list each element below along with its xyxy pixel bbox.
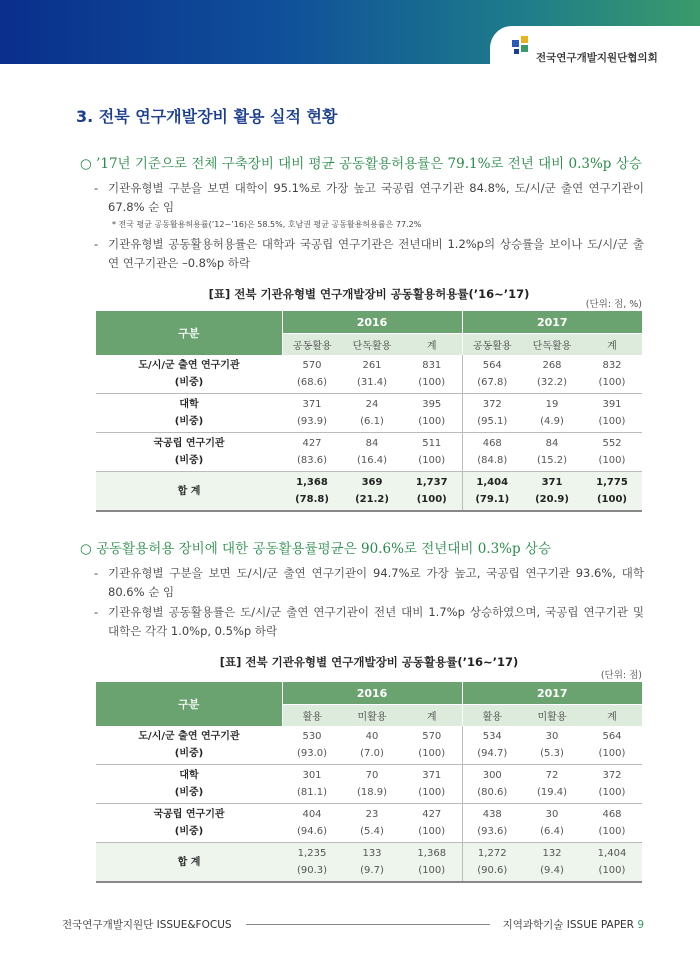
table-cell — [402, 804, 462, 843]
sub-header: 활용 — [462, 705, 522, 727]
table-cell — [582, 804, 642, 843]
cell-share: (100) — [418, 455, 446, 466]
dash-item — [94, 179, 644, 217]
cell-value: 438 — [482, 809, 502, 820]
table-cell — [522, 765, 582, 804]
cell-share: (6.1) — [360, 416, 384, 427]
cell-share: (19.4) — [536, 787, 568, 798]
table-cell — [522, 804, 582, 843]
table-cell — [342, 355, 402, 394]
cell-share: (100) — [598, 865, 626, 876]
row-label-sub: (비중) — [174, 416, 204, 427]
sub-header: 계 — [582, 334, 642, 356]
dash-item — [94, 564, 644, 602]
row-label-main: 도/시/군 출연 연구기관 — [138, 731, 240, 742]
cell-share: (100) — [598, 377, 626, 388]
cell-share: (15.2) — [536, 455, 568, 466]
cell-share: (9.7) — [360, 865, 384, 876]
table-cell — [582, 355, 642, 394]
cell-share: (94.6) — [296, 826, 328, 837]
table-row — [96, 804, 642, 843]
total-cell — [582, 843, 642, 883]
sub-header: 계 — [402, 705, 462, 727]
total-row — [96, 843, 642, 883]
cell-value: 133 — [362, 848, 382, 859]
bullet-2 — [80, 537, 551, 557]
cell-value: 1,737 — [415, 477, 448, 488]
cell-value: 427 — [422, 809, 442, 820]
bullet-text: 공동활용허용 장비에 대한 공동활용률평균은 90.6%로 전년대비 0.3%p 상승 — [96, 541, 552, 557]
cell-share: (68.6) — [296, 377, 328, 388]
cell-value: 372 — [602, 770, 622, 781]
cell-share: (100) — [416, 494, 447, 505]
row-label-main: 대학 — [179, 399, 199, 410]
logo-icon — [510, 34, 532, 56]
cell-value: 72 — [545, 770, 559, 781]
dash-item — [94, 603, 644, 641]
cell-value: 30 — [545, 809, 559, 820]
table-body — [96, 355, 642, 511]
dash-mark: - — [94, 605, 99, 619]
cell-share: (18.9) — [356, 787, 388, 798]
dash-text: 기관유형별 공동활용허용률은 대학과 국공립 연구기관은 전년대비 1.2%p의 상승률을 보이나 도/시/군 출연 연구기관은 –0.8%p 하락 — [108, 237, 644, 270]
row-label-main: 국공립 연구기관 — [153, 809, 225, 820]
table-cell — [462, 433, 522, 472]
table-cell — [582, 726, 642, 765]
cell-share: (80.6) — [477, 787, 508, 798]
cell-share: (9.4) — [540, 865, 564, 876]
year-header: 2016 — [282, 311, 462, 334]
sub-header: 단독활용 — [342, 334, 402, 356]
total-cell — [282, 472, 342, 512]
cell-share: (100) — [598, 416, 626, 427]
cell-share: (83.6) — [296, 455, 328, 466]
cell-value: 427 — [302, 438, 322, 449]
total-label: 합 계 — [96, 843, 282, 883]
bullet-text: ’17년 기준으로 전체 구축장비 대비 평균 공동활용허용률은 79.1%로 전년 대비 0.3%p 상승 — [96, 156, 642, 172]
year-header: 2016 — [282, 682, 462, 705]
cell-value: 70 — [365, 770, 379, 781]
cell-value: 84 — [365, 438, 379, 449]
row-label — [96, 765, 282, 804]
dash-text: 기관유형별 공동활용률은 도/시/군 출연 연구기관이 전년 대비 1.7%p 상승하였으며, 국공립 연구기관 및 대학은 각각 1.0%p, 0.5%p 하락 — [108, 605, 644, 638]
total-cell — [462, 843, 522, 883]
table-cell — [402, 433, 462, 472]
bullet-1 — [80, 152, 642, 172]
cell-share: (100) — [598, 748, 626, 759]
table-row — [96, 765, 642, 804]
cell-value: 40 — [365, 731, 379, 742]
cell-value: 1,368 — [296, 477, 328, 488]
cell-share: (100) — [598, 826, 626, 837]
cell-share: (4.9) — [540, 416, 564, 427]
table-caption: [표] 전북 기관유형별 연구개발장비 공동활용률(’16~’17) — [219, 655, 519, 669]
cell-share: (7.0) — [360, 748, 384, 759]
cell-value: 261 — [362, 360, 382, 371]
cell-value: 19 — [545, 399, 559, 410]
cell-value: 1,404 — [597, 848, 627, 859]
cell-value: 1,235 — [297, 848, 327, 859]
row-label — [96, 726, 282, 765]
cell-share: (5.3) — [540, 748, 564, 759]
cell-share: (95.1) — [477, 416, 508, 427]
row-label-main: 국공립 연구기관 — [153, 438, 225, 449]
table-cell — [342, 726, 402, 765]
table-cell — [282, 433, 342, 472]
cell-share: (67.8) — [477, 377, 508, 388]
table-body — [96, 726, 642, 882]
bullet-mark: ○ — [80, 156, 92, 172]
total-cell — [342, 472, 402, 512]
cell-value: 371 — [541, 477, 563, 488]
cell-share: (16.4) — [356, 455, 388, 466]
table-cell — [522, 355, 582, 394]
cell-value: 468 — [482, 438, 502, 449]
cell-value: 564 — [482, 360, 502, 371]
cell-value: 371 — [422, 770, 442, 781]
footer-left: 전국연구개발지원단 ISSUE&FOCUS — [62, 919, 232, 931]
cell-share: (79.1) — [475, 494, 510, 505]
row-label — [96, 394, 282, 433]
cell-share: (5.4) — [360, 826, 384, 837]
table-cell — [402, 394, 462, 433]
cell-share: (6.4) — [540, 826, 564, 837]
footer-divider — [246, 924, 490, 925]
table-cell — [342, 394, 402, 433]
table-cell — [462, 765, 522, 804]
sub-header: 미활용 — [522, 705, 582, 727]
table-row — [96, 355, 642, 394]
cell-value: 395 — [422, 399, 442, 410]
cell-value: 534 — [482, 731, 502, 742]
total-label: 합 계 — [96, 472, 282, 512]
cell-value: 268 — [542, 360, 562, 371]
sub-header: 활용 — [282, 705, 342, 727]
cell-share: (100) — [418, 377, 446, 388]
table-cell — [582, 394, 642, 433]
total-row — [96, 472, 642, 512]
table-cell — [342, 433, 402, 472]
dash-item — [94, 235, 644, 273]
table-cell — [402, 765, 462, 804]
total-cell — [402, 843, 462, 883]
sub-header: 계 — [582, 705, 642, 727]
table-unit: (단위: 점) — [600, 670, 642, 681]
cell-value: 23 — [365, 809, 379, 820]
cell-value: 132 — [542, 848, 562, 859]
cell-share: (100) — [418, 865, 446, 876]
table-row — [96, 394, 642, 433]
year-header: 2017 — [462, 311, 642, 334]
row-label-sub: (비중) — [174, 377, 204, 388]
cell-value: 371 — [302, 399, 322, 410]
cell-share: (90.3) — [296, 865, 328, 876]
cell-share: (20.9) — [535, 494, 569, 505]
cell-value: 468 — [602, 809, 622, 820]
cell-value: 404 — [302, 809, 322, 820]
cell-share: (84.8) — [477, 455, 508, 466]
table-cell — [402, 726, 462, 765]
table-cell — [282, 765, 342, 804]
data-table-1 — [96, 311, 642, 512]
cell-share: (100) — [598, 787, 626, 798]
bullet-mark: ○ — [80, 541, 92, 557]
cell-share: (100) — [418, 826, 446, 837]
row-label — [96, 355, 282, 394]
table-cell — [462, 355, 522, 394]
column-header: 구분 — [96, 311, 282, 355]
table-cell — [402, 355, 462, 394]
cell-value: 372 — [482, 399, 502, 410]
cell-value: 1,404 — [476, 477, 509, 488]
row-label-main: 대학 — [179, 770, 199, 781]
table-cell — [462, 804, 522, 843]
cell-share: (31.4) — [356, 377, 388, 388]
cell-value: 831 — [422, 360, 442, 371]
cell-value: 511 — [422, 438, 442, 449]
row-label-sub: (비중) — [174, 748, 204, 759]
table-cell — [582, 433, 642, 472]
footer-title: 지역과학기술 ISSUE PAPER — [502, 919, 634, 931]
cell-value: 832 — [602, 360, 622, 371]
table-caption: [표] 전북 기관유형별 연구개발장비 공동활용허용률(’16~’17) — [208, 287, 530, 301]
table-cell — [342, 765, 402, 804]
footnote: * 전국 평균 공동활용허용률(’12~’16)은 58.5%, 호남권 평균 공동활용허용률은 77.2% — [112, 220, 422, 229]
cell-share: (100) — [418, 748, 446, 759]
total-cell — [522, 843, 582, 883]
table-cell — [282, 394, 342, 433]
cell-share: (81.1) — [296, 787, 328, 798]
cell-value: 30 — [545, 731, 559, 742]
table-cell — [342, 804, 402, 843]
cell-value: 564 — [602, 731, 622, 742]
cell-value: 1,775 — [596, 477, 628, 488]
header-logo — [490, 26, 700, 70]
cell-value: 1,272 — [477, 848, 507, 859]
cell-value: 24 — [365, 399, 379, 410]
org-name: 전국연구개발지원단협의회 — [536, 52, 658, 64]
sub-header: 공동활용 — [282, 334, 342, 356]
table-cell — [522, 394, 582, 433]
cell-value: 530 — [302, 731, 322, 742]
cell-share: (32.2) — [536, 377, 568, 388]
cell-share: (100) — [596, 494, 627, 505]
row-label — [96, 433, 282, 472]
table-cell — [522, 726, 582, 765]
cell-value: 1,368 — [417, 848, 447, 859]
cell-share: (100) — [418, 416, 446, 427]
dash-text: 기관유형별 구분을 보면 도/시/군 출연 연구기관이 94.7%로 가장 높고, 국공립 연구기관 93.6%, 대학 80.6% 순 임 — [108, 566, 644, 599]
table-row — [96, 433, 642, 472]
row-label — [96, 804, 282, 843]
row-label-main: 도/시/군 출연 연구기관 — [138, 360, 240, 371]
dash-text: 기관유형별 구분을 보면 대학이 95.1%로 가장 높고 국공립 연구기관 84.8%, 도/시/군 출연 연구기관이 67.8% 순 임 — [108, 181, 644, 214]
year-header: 2017 — [462, 682, 642, 705]
cell-share: (90.6) — [477, 865, 508, 876]
row-label-sub: (비중) — [174, 826, 204, 837]
total-cell — [522, 472, 582, 512]
table-unit: (단위: 점, %) — [585, 299, 642, 310]
cell-value: 391 — [602, 399, 622, 410]
cell-share: (21.2) — [355, 494, 389, 505]
cell-share: (100) — [598, 455, 626, 466]
table-cell — [282, 726, 342, 765]
cell-share: (93.9) — [296, 416, 328, 427]
footer-right — [503, 917, 644, 932]
cell-share: (93.0) — [296, 748, 328, 759]
total-cell — [342, 843, 402, 883]
dash-mark: - — [94, 566, 99, 580]
table-row — [96, 726, 642, 765]
row-label-sub: (비중) — [174, 455, 204, 466]
sub-header: 단독활용 — [522, 334, 582, 356]
table-cell — [282, 804, 342, 843]
section-title: 3. 전북 연구개발장비 활용 실적 현황 — [76, 107, 338, 126]
row-label-sub: (비중) — [174, 787, 204, 798]
sub-header: 미활용 — [342, 705, 402, 727]
table-cell — [462, 726, 522, 765]
page-number: 9 — [637, 919, 644, 931]
cell-share: (78.8) — [295, 494, 329, 505]
cell-value: 300 — [482, 770, 502, 781]
cell-share: (94.7) — [477, 748, 508, 759]
cell-share: (100) — [418, 787, 446, 798]
total-cell — [582, 472, 642, 512]
table-cell — [282, 355, 342, 394]
dash-mark: - — [94, 181, 99, 195]
cell-value: 552 — [602, 438, 622, 449]
cell-share: (93.6) — [477, 826, 508, 837]
dash-mark: - — [94, 237, 99, 251]
table-cell — [462, 394, 522, 433]
cell-value: 570 — [302, 360, 322, 371]
table-cell — [522, 433, 582, 472]
sub-header: 계 — [402, 334, 462, 356]
cell-value: 84 — [545, 438, 559, 449]
data-table-2 — [96, 682, 642, 883]
total-cell — [402, 472, 462, 512]
cell-value: 301 — [302, 770, 322, 781]
table-cell — [582, 765, 642, 804]
cell-value: 570 — [422, 731, 442, 742]
total-cell — [462, 472, 522, 512]
sub-header: 공동활용 — [462, 334, 522, 356]
total-cell — [282, 843, 342, 883]
cell-value: 369 — [361, 477, 383, 488]
column-header: 구분 — [96, 682, 282, 726]
